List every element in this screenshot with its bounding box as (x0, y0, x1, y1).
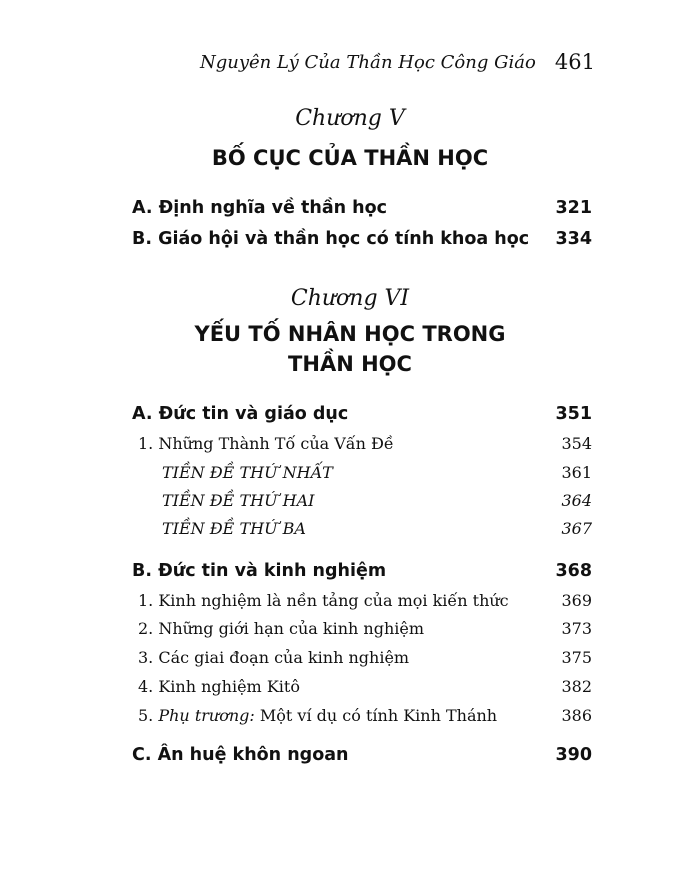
toc-entry-label: B. Giáo hội và thần học có tính khoa học (132, 229, 530, 249)
toc-entry-page: 321 (555, 198, 592, 218)
toc-subitem[interactable] (132, 463, 592, 489)
toc-item-page: 369 (561, 591, 592, 610)
chapter-6-title-line-1: YẾU TỐ NHÂN HỌC TRONG (194, 322, 506, 346)
toc-item-label: 1. Kinh nghiệm là nền tảng của mọi kiến thức (138, 591, 509, 610)
chapter-5-label: Chương V (295, 106, 405, 131)
toc-subitem-page: 367 (561, 519, 592, 538)
toc-subitem-label: TIỀN ĐỀ THỨ BA (162, 519, 306, 538)
toc-item-page: 375 (561, 648, 592, 667)
toc-subitem[interactable] (132, 519, 592, 545)
toc-section-a[interactable] (132, 404, 592, 430)
toc-item[interactable] (132, 591, 592, 617)
chapter-5-title: BỐ CỤC CỦA THẦN HỌC (211, 146, 489, 170)
page-number: 461 (554, 50, 595, 74)
toc-item-page: 386 (561, 706, 592, 725)
toc-item-label: 3. Các giai đoạn của kinh nghiệm (138, 648, 410, 667)
toc-item-label: 4. Kinh nghiệm Kitô (138, 677, 300, 696)
toc-item-page: 373 (561, 619, 592, 638)
toc-item[interactable] (132, 648, 592, 674)
appendix-note: Phụ trương: (158, 706, 255, 725)
toc-section-c[interactable] (132, 745, 592, 771)
page-header (170, 50, 595, 80)
toc-item-page: 354 (561, 434, 592, 453)
toc-entry-page: 368 (555, 561, 592, 581)
chapter-6-label: Chương VI (290, 286, 410, 311)
toc-item-label (138, 706, 497, 725)
toc-subitem-page: 361 (561, 463, 592, 482)
toc-entry-label: A. Định nghĩa về thần học (132, 198, 388, 218)
running-title: Nguyên Lý Của Thần Học Công Giáo (200, 52, 536, 73)
toc-item-label: 1. Những Thành Tố của Vấn Đề (138, 434, 394, 453)
toc-item[interactable] (132, 619, 592, 645)
toc-entry-label: A. Đức tin và giáo dục (132, 404, 349, 424)
toc-item[interactable] (132, 677, 592, 703)
toc-entry-page: 334 (555, 229, 592, 249)
toc-entry-page: 390 (555, 745, 592, 765)
toc-item-number: 5. (138, 706, 154, 725)
toc-subitem-label: TIỀN ĐỀ THỨ NHẤT (162, 463, 333, 482)
toc-entry-page: 351 (555, 404, 592, 424)
toc-item-page: 382 (561, 677, 592, 696)
toc-subitem[interactable] (132, 491, 592, 517)
toc-item-text: Một ví dụ có tính Kinh Thánh (259, 706, 498, 725)
toc-entry[interactable] (132, 229, 592, 255)
toc-section-b[interactable] (132, 561, 592, 587)
toc-item-label: 2. Những giới hạn của kinh nghiệm (138, 619, 425, 638)
toc-entry-label: C. Ân huệ khôn ngoan (132, 745, 349, 765)
toc-subitem-label: TIỀN ĐỀ THỨ HAI (162, 491, 315, 510)
toc-subitem-page: 364 (561, 491, 592, 510)
toc-item[interactable] (132, 706, 592, 732)
chapter-6-title-line-2: THẦN HỌC (288, 352, 412, 376)
toc-entry-label: B. Đức tin và kinh nghiệm (132, 561, 387, 581)
toc-item[interactable] (132, 434, 592, 460)
toc-entry[interactable] (132, 198, 592, 224)
